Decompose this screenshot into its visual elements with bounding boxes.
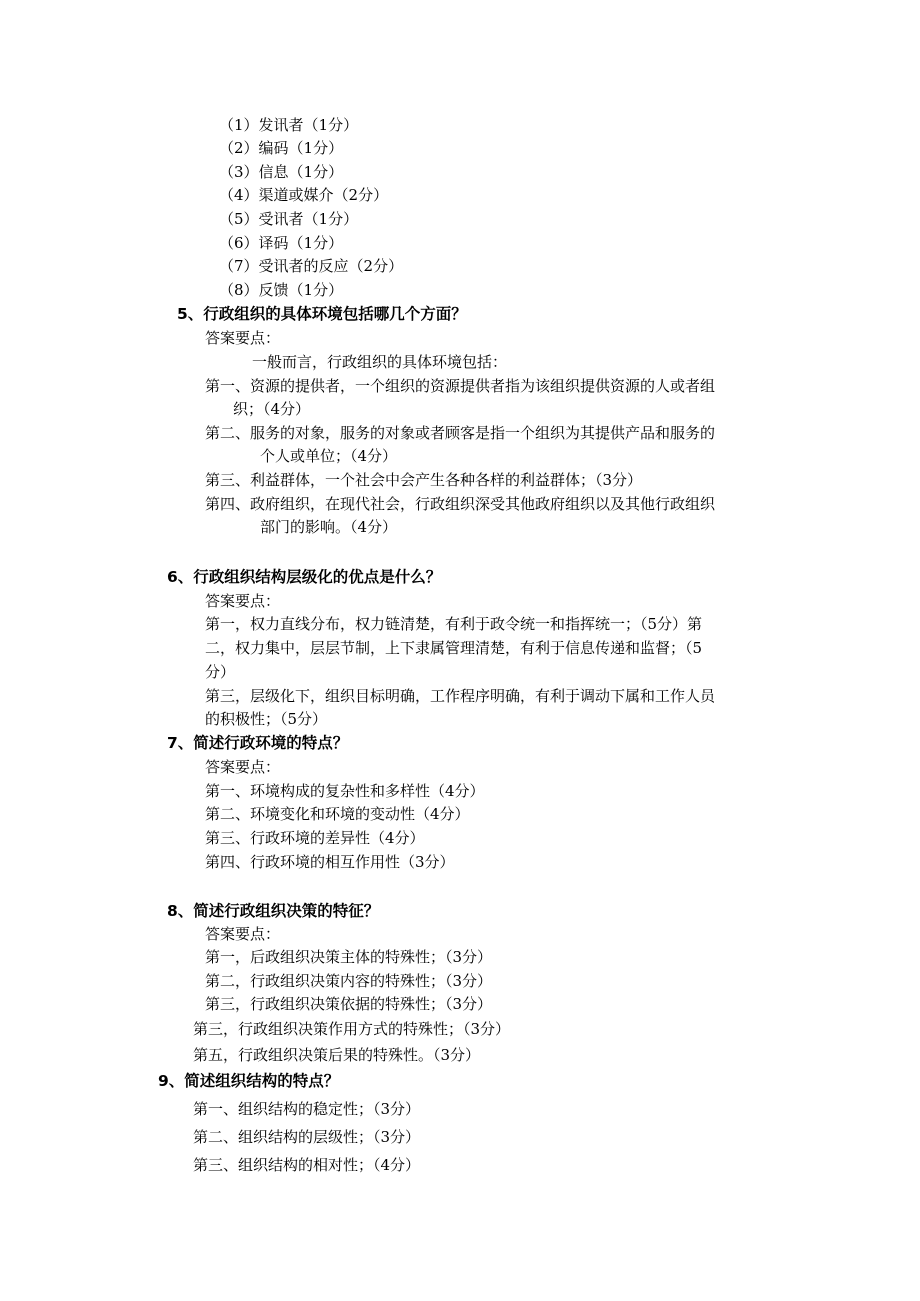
question-heading: 6、行政组织结构层级化的优点是什么？ — [167, 568, 442, 586]
answer-point-cont: 织；（4分） — [233, 400, 311, 418]
answer-point: 第一、组织结构的稳定性；（3分） — [193, 1100, 421, 1118]
question-heading: 7、简述行政环境的特点？ — [167, 734, 349, 752]
list-item: （2）编码（1分） — [219, 139, 344, 157]
answer-point: 第二、服务的对象，服务的对象或者顾客是指一个组织为其提供产品和服务的 — [205, 424, 716, 442]
list-item: （8）反馈（1分） — [219, 281, 344, 299]
answer-label: 答案要点： — [205, 592, 281, 610]
question-heading: 5、行政组织的具体环境包括哪几个方面？ — [177, 305, 467, 323]
answer-line: 第三，层级化下，组织目标明确，工作程序明确，有利于调动下属和工作人员 — [205, 687, 716, 705]
answer-point: 第一、环境构成的复杂性和多样性（4分） — [205, 782, 485, 800]
answer-point: 第三，行政组织决策作用方式的特殊性；（3分） — [193, 1020, 511, 1038]
answer-line: 二，权力集中，层层节制，上下隶属管理清楚，有利于信息传递和监督；（5 — [205, 639, 703, 657]
answer-label: 答案要点： — [205, 758, 281, 776]
answer-point: 第三、行政环境的差异性（4分） — [205, 829, 425, 847]
list-item: （4）渠道或媒介（2分） — [219, 186, 389, 204]
answer-line: 第一，权力直线分布，权力链清楚，有利于政令统一和指挥统一；（5分）第 — [205, 615, 703, 633]
question-heading: 8、简述行政组织决策的特征？ — [167, 902, 380, 920]
answer-point: 第四、政府组织，在现代社会，行政组织深受其他政府组织以及其他行政组织 — [205, 495, 716, 513]
answer-point-cont: 部门的影响。（4分） — [260, 518, 398, 536]
question-heading: 9、简述组织结构的特点？ — [158, 1072, 340, 1090]
answer-label: 答案要点： — [205, 329, 281, 347]
answer-point: 第二，行政组织决策内容的特殊性；（3分） — [205, 972, 493, 990]
list-item: （3）信息（1分） — [219, 163, 344, 181]
list-item: （6）译码（1分） — [219, 234, 344, 252]
answer-point: 第五，行政组织决策后果的特殊性。（3分） — [193, 1046, 481, 1064]
answer-point: 第三、组织结构的相对性；（4分） — [193, 1156, 421, 1174]
answer-point: 第三，行政组织决策依据的特殊性；（3分） — [205, 995, 493, 1013]
answer-point: 第三、利益群体，一个社会中会产生各种各样的利益群体；（3分） — [205, 471, 643, 489]
list-item: （1）发讯者（1分） — [219, 116, 359, 134]
answer-point: 第一、资源的提供者，一个组织的资源提供者指为该组织提供资源的人或者组 — [205, 377, 716, 395]
answer-label: 答案要点： — [205, 925, 281, 943]
answer-line: 的积极性；（5分） — [205, 710, 328, 728]
list-item: （5）受讯者（1分） — [219, 210, 359, 228]
answer-point: 第二、环境变化和环境的变动性（4分） — [205, 805, 470, 823]
list-item: （7）受讯者的反应（2分） — [219, 257, 404, 275]
answer-point: 第二、组织结构的层级性；（3分） — [193, 1128, 421, 1146]
answer-point: 第一，后政组织决策主体的特殊性；（3分） — [205, 948, 493, 966]
answer-point-cont: 个人或单位；（4分） — [260, 447, 398, 465]
answer-intro: 一般而言，行政组织的具体环境包括： — [252, 353, 508, 371]
answer-point: 第四、行政环境的相互作用性（3分） — [205, 853, 455, 871]
answer-line: 分） — [205, 663, 236, 681]
